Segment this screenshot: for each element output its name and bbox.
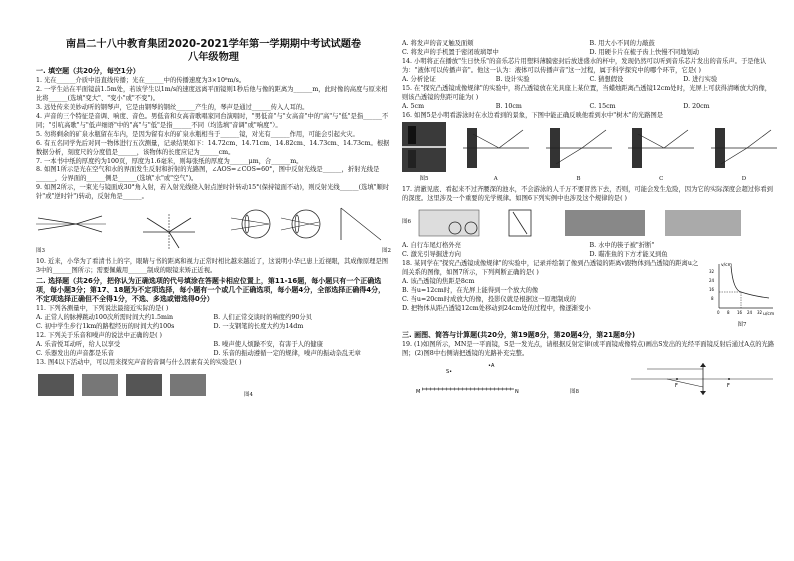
- fig7-xlabel: u/cm: [763, 311, 775, 317]
- q17-option-c: C. 激光引导掘进方向: [402, 250, 461, 258]
- q13-option-b: B. 用大小不同的力敲鼓: [589, 40, 655, 47]
- uv-graph: [707, 260, 777, 318]
- question-13: 13. 图4以下活动中，可以用来探究声音的音调与什么因素有关的实验是( ): [36, 358, 242, 366]
- fig7-xtick-0: 0: [717, 309, 720, 315]
- question-8: 8. 如图1所示是光在空气和水的界面发生反射和折射的光路图，∠AOS=∠COS=60°，图中反射光线是______，折射光线是______，分界面的______侧是______(选填"水"或"空气")。: [36, 166, 380, 183]
- figure-2-label: 图2: [382, 248, 391, 255]
- fig7-ylabel: v/cm: [721, 262, 733, 268]
- figure-7-label: 图7: [737, 321, 747, 328]
- figure-1: [139, 212, 199, 256]
- fig8-m-label: M: [416, 388, 421, 395]
- figure-7: [707, 260, 777, 330]
- fig7-curve: [731, 266, 769, 298]
- q17-option-a: A. 自行车尾灯格外亮: [402, 242, 461, 250]
- section-choice: 二. 选择题（共26分，把你认为正确选项的代号填涂在答题卡相应位置上，第11-16题，每小题只有一个正确选项，每小题3分；第17、18题为不定项选择，每小题有一个或几个正确选项，每小题4分，全部选择正确得4分，不定项选择正确但不全得1分，不选、多选或错选得0分）: [36, 276, 386, 304]
- q18-option-c: C. 当u=20cm时成放大的像，投影仪就是根据这一原理制成的: [402, 295, 576, 303]
- fig5-label-c: C: [659, 176, 664, 183]
- question-6: 6. 有五名同学先后对同一物体进行五次测量，记录结果如下：14.72cm、14.71cm、14.82cm、14.73cm、14.73cm。根据数据分析，刻度尺的分度值是______，该物体的长度应记为______cm。: [36, 139, 390, 156]
- fig5-label-a: A: [493, 176, 498, 183]
- question-5: 5. 勿将剩余的矿泉水瓶留在车内，是因为留有水的矿泉水瓶相当于______镜，对光有______作用，可能会引起火灾。: [36, 130, 359, 138]
- fig7-ytick-32: 32: [709, 268, 715, 274]
- question-19: 19. (1)如图所示，MN是一平面镜，S是一发光点，请根据反射定律(或平面镜成像特点)画出S发出的光经平面镜反射后通过A点的光路图；(2)图8中右侧请把透镜的光路补充完整。: [402, 340, 775, 357]
- eye-diagram-figure: [36, 204, 106, 244]
- fig5-photo: [402, 122, 446, 184]
- figure-8: [402, 361, 777, 397]
- fig5-label-b: B: [576, 176, 581, 183]
- q12-option-d: D. 乐音的振动遵循一定的规律，噪声的振动杂乱无章: [213, 349, 361, 357]
- q12-option-c: C. 乐器发出的声音都是乐音: [36, 349, 114, 357]
- question-16: 16. 如图5是小明看游泳时在水边看到的景象，下图中能正确反映他看到水中"树木"的光路图是: [402, 111, 664, 119]
- title-line-2: 八年级物理: [188, 52, 239, 63]
- figure-6-label: 图6: [402, 219, 411, 226]
- q15-option-d: D. 20cm: [683, 102, 710, 110]
- q18-option-a: A. 该凸透镜的焦距是8cm: [402, 277, 475, 285]
- left-column: [36, 66, 391, 402]
- fig8-focus-right: F: [727, 382, 730, 389]
- q11-option-d: D. 一支钢笔的长度大约为14dm: [213, 322, 304, 330]
- q11-option-b: B. 人们正常交谈时的响度约90分贝: [213, 314, 313, 322]
- q14-option-a: A. 分析论证: [402, 75, 436, 83]
- q15-option-b: B. 10cm: [495, 102, 522, 110]
- fig5-option-c: [628, 124, 694, 184]
- question-12: 12. 下列关于乐音和噪声的说法中正确的是( ): [36, 331, 162, 339]
- fig7-xtick-24: 24: [747, 309, 753, 315]
- refraction-figure: [139, 212, 199, 252]
- fig7-ytick-16: 16: [709, 286, 715, 292]
- q11-option-c: C. 初中学生步行1km的路程经历的时间大约100s: [36, 322, 175, 330]
- fig8-focus-left: F: [675, 382, 678, 389]
- q17-option-d: D. 瞄准鱼的下方才能叉到鱼: [589, 250, 668, 258]
- question-14: 14. 小明将正在播放"生日快乐"的音乐芯片用塑料薄膜密封后放进盛水的杯中，发现仍然可以听到音乐芯片发出的音乐声。于是他认为："液体可以传播声音"。他这一认为：液体可以传播声音"这一过程，属于科学探究中的哪个环节，它是( ): [402, 57, 767, 74]
- section-fill-blank: 一. 填空题（共20分，每空1分）: [36, 67, 140, 75]
- q17-option-b: B. 水中的筷子被"折断": [589, 242, 655, 250]
- question-12-options: [36, 341, 391, 359]
- fig5-label-d: D: [741, 176, 747, 183]
- mirror-figure: [402, 361, 522, 397]
- figure-4: [36, 370, 391, 400]
- section-drawing: 三. 画图、简答与计算题(共20分，第19题8分，第20题4分，第21题8分): [402, 330, 636, 339]
- fig7-xtick-16: 16: [737, 309, 743, 315]
- question-3: 3. 远处传来美妙动听的钢琴声，它是由钢琴的钢丝______产生的，琴声是通过______传入人耳的。: [36, 103, 309, 111]
- question-18: 18. 某同学在"探究凸透镜成像规律"的实验中，记录并绘制了像到凸透镜的距离v跟物体到凸透镜的距离u之间关系的图像，如图7所示，下列判断正确的是( ): [402, 259, 699, 276]
- question-15: 15. 在"探究凸透镜成像规律"的实验中，将凸透镜放在光具座上某位置，当蜡烛距离凸透镜12cm处时，光屏上可获得清晰放大的像，则该凸透镜的焦距可能为( ): [402, 84, 772, 101]
- question-17: 17. 清澈见底、看起来不过齐腰深的池水，不会游泳的人千万不要冒然下去，否则，可能会发生危险，因为它的实际深度会超过你看到的深度。这里涉及一个重要的光学规律。如图6下列实例中也涉及这个规律的是( ): [402, 186, 773, 203]
- q12-option-b: B. 噪声使人烦躁不安，有害于人的健康: [213, 340, 323, 348]
- tree-reflection-photo: [402, 122, 446, 172]
- fig8-point-a: •A: [488, 362, 495, 369]
- fig5-option-d: [711, 124, 777, 184]
- question-10: 10. 近来，小华为了看清书上的字，眼睛与书的距离和视力正常时相比越来越近了，这说明小华已患上近视眼，其成像原理是图3中的______图所示；需要佩戴用______制成的眼镜来矫正近视。: [36, 257, 389, 274]
- question-11: 11. 下列各测量中，下列说法最接近实际的是( ): [36, 305, 169, 313]
- fig7-xtick-32: 32: [757, 309, 763, 315]
- lens-ray-figure: [627, 361, 777, 397]
- q15-option-a: A. 5cm: [402, 102, 425, 110]
- q14-option-c: C. 猜想假设: [589, 75, 624, 83]
- question-7: 7. 一本书中纸的厚度约为100页，厚度为1.6毫米，则每张纸的厚度为______μm，合______m。: [36, 157, 303, 165]
- q11-option-a: A. 正常人的脉搏跳动100次所需时间大约1.5min: [36, 314, 174, 322]
- q13-option-a: A. 将发声的音叉触及面颊: [402, 40, 474, 47]
- q18-option-b: B. 当u=12cm时，在光屏上能得到一个放大的像: [402, 286, 539, 294]
- figure-2: [231, 204, 391, 256]
- figure-3-label: 图3: [36, 248, 45, 255]
- q14-option-b: B. 设计实验: [495, 75, 530, 83]
- figure-5-label: 图5: [419, 176, 429, 183]
- question-14-options: [402, 76, 777, 85]
- q18-option-d: D. 把物体从距凸透镜12cm处移动到24cm处的过程中，像逐渐变小: [402, 304, 591, 312]
- fig5-option-a: [463, 124, 529, 184]
- question-13-options: [402, 40, 777, 58]
- q15-option-c: C. 15cm: [589, 102, 616, 110]
- fig8-n-label: N: [515, 388, 519, 395]
- fig7-ytick-8: 8: [711, 295, 714, 301]
- q12-option-a: A. 乐音悦耳动听，给人以享受: [36, 340, 121, 348]
- q13-option-c: C. 将发声的手机置于密闭玻璃罩中: [402, 48, 499, 56]
- fig7-xtick-8: 8: [727, 309, 730, 315]
- q14-option-d: D. 进行实验: [683, 75, 718, 83]
- question-1: 1. 光在______介质中沿直线传播；光在______中的传播速度为3×10⁸m/s。: [36, 77, 246, 85]
- figure-8-label: 图8: [570, 388, 579, 395]
- sound-activities-figure: [36, 370, 236, 400]
- fig7-ytick-24: 24: [709, 277, 715, 283]
- question-17-options: [402, 242, 777, 260]
- fig8-point-s: S•: [446, 368, 453, 375]
- figure-5: [402, 122, 777, 184]
- question-11-options: [36, 314, 391, 332]
- question-9: 9. 如图2所示，一束光与镜面成30°角入射，若入射光线绕入射点逆时针转动15°(保持镜面不动)，则反射光线______(选填"顺时针"或"逆时针")转动，反射角是______。: [36, 184, 390, 201]
- fig5-option-b: [546, 124, 612, 184]
- question-4: 4. 声音的三个特征是音调、响度、音色。男低音和女高音歌唱家同台演唱时，"男低音"与"女高音"中的"高"与"低"是指______不同；"引吭高歌"与"低声细语"中的"高"与"低"是指______不同（均选填"音调"或"响度"）。: [36, 112, 389, 129]
- question-2: 2. 一学生站在平面镜前1.5m处，若该学生以1m/s的速度远离平面镜则1秒后他与像的距离为______m，此时像的高度与原来相比将______(选填"变大"、"变小"或"不变")。: [36, 86, 388, 102]
- figures-1-2-3: [36, 204, 391, 256]
- optics-examples-figure: [415, 206, 745, 240]
- lens-eye-figure: [231, 204, 391, 244]
- question-18-block: [402, 260, 777, 330]
- right-column: [402, 40, 777, 397]
- figure-6: [402, 206, 777, 240]
- figure-3: [36, 204, 106, 256]
- figure-4-label: 图4: [244, 391, 253, 398]
- exam-title: [36, 38, 391, 64]
- question-15-options: [402, 103, 777, 112]
- q13-option-d: D. 用硬卡片在梳子齿上快慢不同地划动: [589, 48, 700, 56]
- title-line-1: 南昌二十八中教育集团2020-2021学年第一学期期中考试试题卷: [65, 39, 362, 50]
